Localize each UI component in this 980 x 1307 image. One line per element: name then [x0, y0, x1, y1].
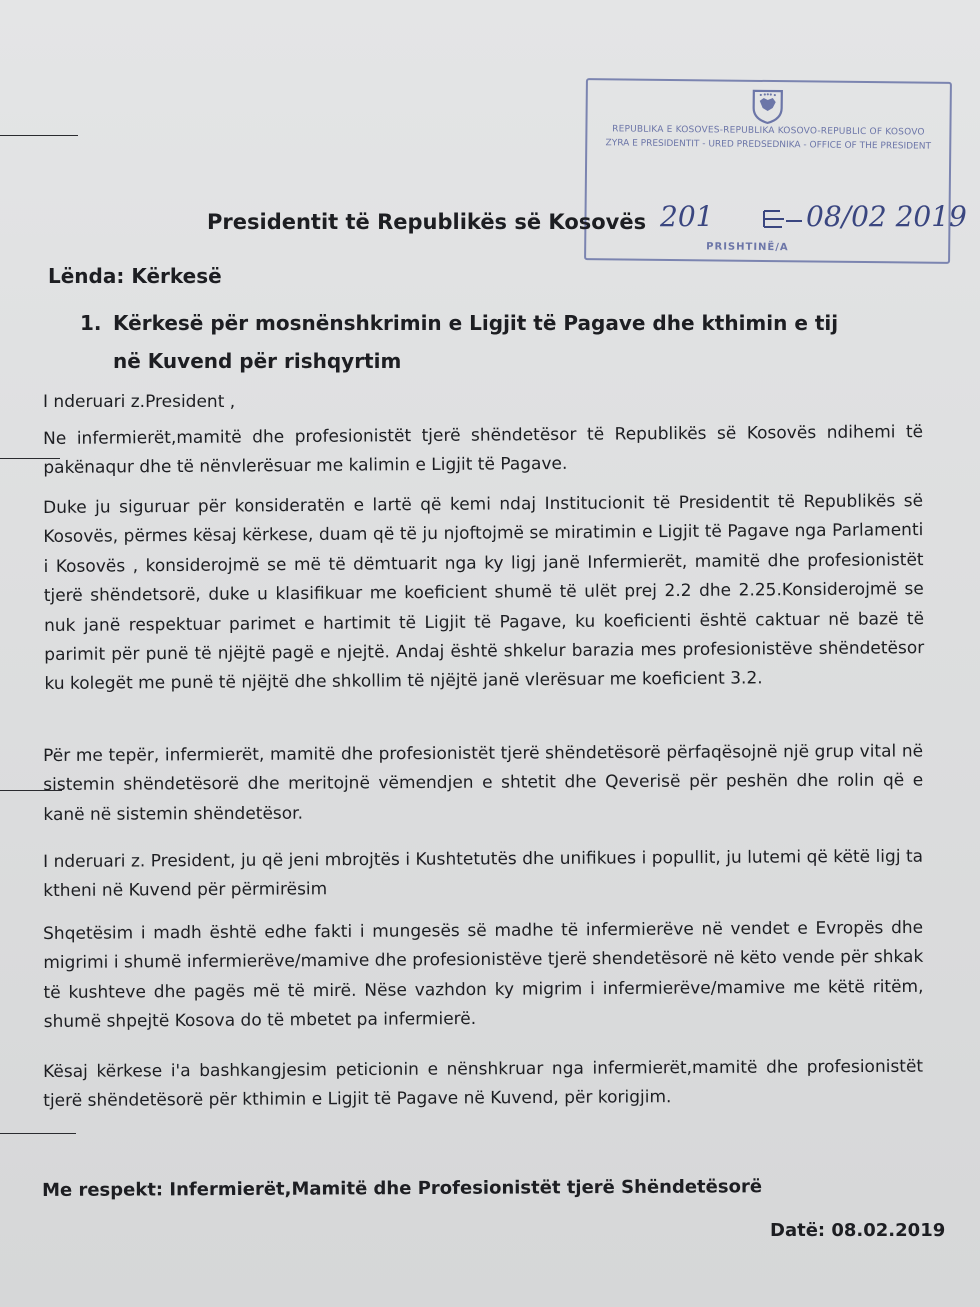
- kosovo-emblem-icon: [750, 88, 784, 124]
- margin-line: [0, 1133, 76, 1134]
- document-date: Datë: 08.02.2019: [770, 1220, 946, 1241]
- item-number: 1.: [80, 311, 102, 335]
- paragraph: I nderuari z. President, ju që jeni mbrojtës i Kushtetutës dhe unifikues i popullit, ju lutemi që këtë ligj ta ktheni në Kuvend për përmirësim: [43, 846, 924, 902]
- closing-signature: Me respekt: Infermierët,Mamitë dhe Profesionistët tjerë Shëndetësorë: [42, 1176, 763, 1201]
- paragraph: Duke ju siguruar për konsideratën e lartë që kemi ndaj Institucionit të Presidentit të Republikës së Kosovës, përmes kësaj kërkese, duam që të ju njoftojmë se miratimin e Ligjit të Pagave nga Parlamenti i Kosovës , konsiderojmë se më të dëmtuarit nga ky ligj janë Infermierët, mamitë dhe profesionistët tjerë shëndetsorë, duke u klasifikuar me koeficient shumë të ulët prej 2.2 dhe 2.25.Konsiderojmë se nuk janë respektuar parimet e hartimit të Ligjit të Pagave, ku koeficienti është caktuar në bazë të parimit për punë të njëjtë pagë e njejtë. Andaj është shkelur barazia mes profesionistëve shëndetësor ku kolegët me punë të njëjtë dhe shkollim të njëjtë janë vlerësuar me koeficient 3.2.: [43, 491, 925, 695]
- stamp-line-institution: REPUBLIKA E KOSOVËS-REPUBLIKA KOSOVO-REPUBLIC OF KOSOVO: [612, 124, 925, 138]
- subject-line: Lënda: Kërkesë: [48, 264, 222, 288]
- paragraph: Kësaj kërkese i'a bashkangjesim peticionin e nënshkruar nga infermierët,mamitë dhe profesionistët tjerë shëndetësorë për kthimin e Ligjit të Pagave në Kuvend, për korigjim.: [43, 1056, 924, 1112]
- stamp-register-mark-icon: [760, 205, 804, 235]
- handwritten-number: 201: [660, 200, 714, 233]
- addressee-title: Presidentit të Republikës së Kosovës: [207, 210, 647, 234]
- item-text: Kërkesë për mosnënshkrimin e Ligjit të Pagave dhe kthimin e tij në Kuvend për rishqyrtim: [113, 311, 839, 373]
- margin-line: [0, 135, 78, 136]
- salutation: I nderuari z.President ,: [43, 392, 236, 412]
- handwritten-date: 08/02 2019: [806, 200, 967, 233]
- paragraph: Shqetësim i madh është edhe fakti i mungesës së madhe të infermierëve në vendet e Evropës dhe migrimi i shumë infermierëve/mamive dhe profesionistëve tjerë shendetësorë në këto vende për shkak të kushteve dhe pagës më të mirë. Nëse vazhdon ky migrim i infermierëve/mamive me këtë ritëm, shumë shpejtë Kosova do të mbetet pa infermierë.: [43, 917, 924, 1033]
- paragraph: Për me tepër, infermierët, mamitë dhe profesionistët tjerë shëndetësorë përfaqësojnë një grup vital në sistemin shëndetësorë dhe meritojnë vëmendjen e shtetit dhe Qeverisë për peshën dhe rolin që e kanë në sistemin shëndetësor.: [43, 741, 924, 825]
- paragraph: Ne infermierët,mamitë dhe profesionistët tjerë shëndetësor të Republikës së Kosovës ndihemi të pakënaqur dhe të nënvlerësuar me kalimin e Ligjit të Pagave.: [43, 422, 924, 479]
- stamp-city: PRISHTINË/A: [706, 241, 789, 254]
- stamp-line-office: ZYRA E PRESIDENTIT - URED PREDSEDNIKA - OFFICE OF THE PRESIDENT: [605, 138, 932, 152]
- official-stamp: [584, 78, 952, 264]
